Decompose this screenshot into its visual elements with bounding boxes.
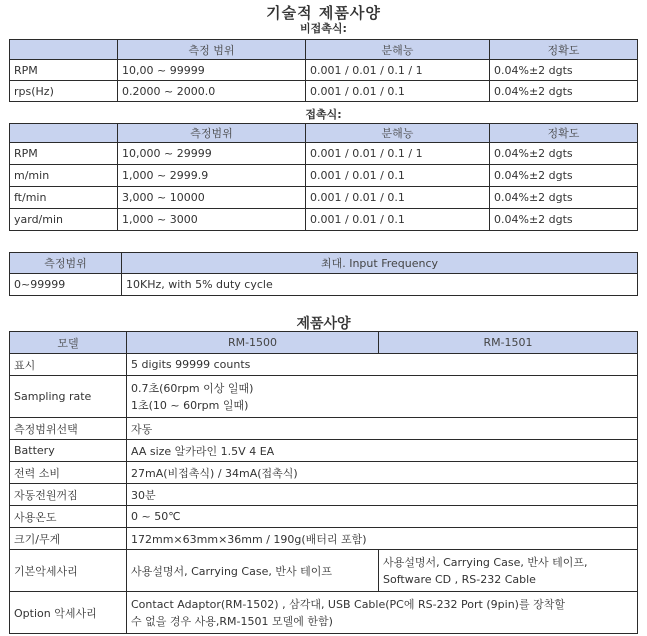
header-cell: 모델 xyxy=(10,332,127,354)
contact-spec-table xyxy=(9,123,638,231)
table-row xyxy=(10,81,638,102)
table-row xyxy=(10,354,638,376)
row-label: 측정범위선택 xyxy=(10,418,127,440)
table-row xyxy=(10,143,638,165)
header-cell: RM-1500 xyxy=(127,332,379,354)
table-row xyxy=(10,209,638,231)
table-cell: 0.04%±2 dgts xyxy=(490,81,638,102)
table-cell: 5 digits 99999 counts xyxy=(127,354,638,376)
table-cell xyxy=(379,550,638,592)
header-cell: 측정범위 xyxy=(10,253,122,274)
table-row xyxy=(10,484,638,506)
noncontact-spec-table xyxy=(9,39,638,102)
table-cell: 0.001 / 0.01 / 0.1 / 1 xyxy=(306,60,490,81)
table-row xyxy=(10,376,638,418)
sampling-line: 0.7초(60rpm 이상 일때) xyxy=(131,381,254,395)
table-cell: 30분 xyxy=(127,484,638,506)
table-row xyxy=(10,187,638,209)
table-cell: 0.2000 ~ 2000.0 xyxy=(118,81,306,102)
table-cell: 사용설명서, Carrying Case, 반사 테이프 xyxy=(127,550,379,592)
table-header-row xyxy=(10,332,638,354)
noncontact-subtitle: 비접촉식: xyxy=(300,22,347,35)
table-cell: 0.001 / 0.01 / 0.1 xyxy=(306,209,490,231)
table-cell: ft/min xyxy=(10,187,118,209)
table-cell: RPM xyxy=(10,60,118,81)
header-cell: 분해능 xyxy=(306,40,490,60)
row-label: 표시 xyxy=(10,354,127,376)
row-label: 사용온도 xyxy=(10,506,127,528)
contact-subtitle: 접촉식: xyxy=(305,108,342,121)
table-cell: 3,000 ~ 10000 xyxy=(118,187,306,209)
product-spec-title: 제품사양 xyxy=(296,316,351,332)
header-cell xyxy=(10,40,118,60)
table-cell: 1,000 ~ 3000 xyxy=(118,209,306,231)
table-header-row xyxy=(10,253,638,274)
header-cell: 측정범위 xyxy=(118,124,306,143)
table-cell: m/min xyxy=(10,165,118,187)
page-title: 기술적 제품사양 xyxy=(266,4,381,22)
table-row xyxy=(10,440,638,462)
table-row xyxy=(10,528,638,550)
header-cell: 정확도 xyxy=(490,124,638,143)
row-label: Sampling rate xyxy=(10,376,127,418)
table-cell: 0 ~ 50℃ xyxy=(127,506,638,528)
table-cell: 0.001 / 0.01 / 0.1 / 1 xyxy=(306,143,490,165)
table-cell: 10,000 ~ 29999 xyxy=(118,143,306,165)
table-row xyxy=(10,506,638,528)
table-row xyxy=(10,274,638,296)
header-cell xyxy=(10,124,118,143)
accessory-line: Software CD , RS-232 Cable xyxy=(383,572,536,586)
header-cell: 정확도 xyxy=(490,40,638,60)
table-cell: 0.001 / 0.01 / 0.1 xyxy=(306,187,490,209)
header-cell: 분해능 xyxy=(306,124,490,143)
table-cell xyxy=(127,376,638,418)
table-cell: 0.001 / 0.01 / 0.1 xyxy=(306,165,490,187)
table-cell: 0.04%±2 dgts xyxy=(490,187,638,209)
table-row xyxy=(10,60,638,81)
table-cell: 0~99999 xyxy=(10,274,122,296)
table-row xyxy=(10,462,638,484)
table-cell: 0.04%±2 dgts xyxy=(490,209,638,231)
header-cell: RM-1501 xyxy=(379,332,638,354)
table-cell: AA size 알카라인 1.5V 4 EA xyxy=(127,440,638,462)
table-row xyxy=(10,550,638,592)
table-cell: 1,000 ~ 2999.9 xyxy=(118,165,306,187)
table-cell: 0.001 / 0.01 / 0.1 xyxy=(306,81,490,102)
frequency-table xyxy=(9,252,638,296)
table-cell: 172mm×63mm×36mm / 190g(배터리 포함) xyxy=(127,528,638,550)
row-label: Option 악세사리 xyxy=(10,592,127,634)
table-cell xyxy=(127,592,638,634)
table-cell: RPM xyxy=(10,143,118,165)
header-cell: 최대. Input Frequency xyxy=(122,253,638,274)
sampling-line: 1초(10 ~ 60rpm 일때) xyxy=(131,398,249,412)
table-cell: 10KHz, with 5% duty cycle xyxy=(122,274,638,296)
option-line: Contact Adaptor(RM-1502) , 삼각대, USB Cable(PC에 RS-232 Port (9pin)를 장착할 xyxy=(131,597,565,611)
row-label: 크기/무게 xyxy=(10,528,127,550)
table-cell: rps(Hz) xyxy=(10,81,118,102)
table-header-row xyxy=(10,40,638,60)
row-label: 자동전원꺼짐 xyxy=(10,484,127,506)
table-cell: 0.04%±2 dgts xyxy=(490,143,638,165)
table-cell: 10,00 ~ 99999 xyxy=(118,60,306,81)
accessory-line: 사용설명서, Carrying Case, 반사 테이프, xyxy=(383,555,588,569)
table-row xyxy=(10,592,638,634)
row-label: Battery xyxy=(10,440,127,462)
product-spec-table xyxy=(9,331,638,634)
table-cell: 27mA(비접촉식) / 34mA(접촉식) xyxy=(127,462,638,484)
table-header-row xyxy=(10,124,638,143)
table-row xyxy=(10,418,638,440)
row-label: 전력 소비 xyxy=(10,462,127,484)
header-cell: 측정 범위 xyxy=(118,40,306,60)
table-cell: yard/min xyxy=(10,209,118,231)
table-cell: 0.04%±2 dgts xyxy=(490,60,638,81)
table-cell: 자동 xyxy=(127,418,638,440)
table-row xyxy=(10,165,638,187)
option-line: 수 없을 경우 사용,RM-1501 모델에 한함) xyxy=(131,614,333,628)
row-label: 기본악세사리 xyxy=(10,550,127,592)
table-cell: 0.04%±2 dgts xyxy=(490,165,638,187)
